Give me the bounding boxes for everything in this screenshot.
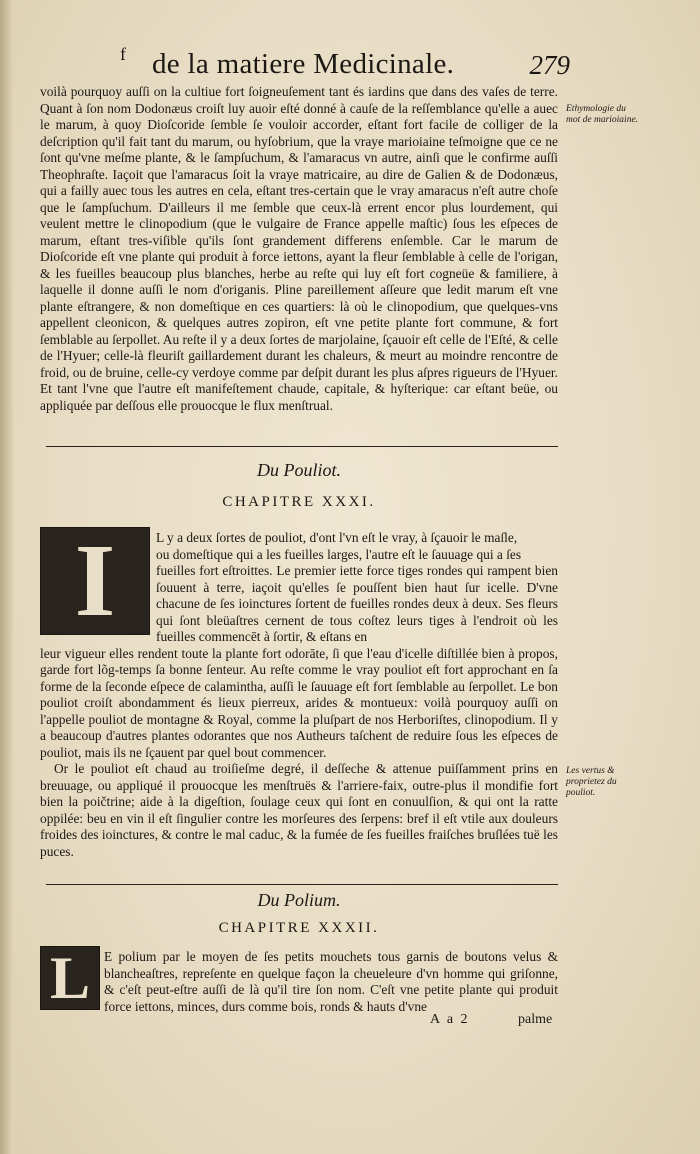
paragraph: voilà pourquoy auſſi on la cultiue fort ſoigneuſement tant és iardins que dans des vaſes de terre. Quant à ſon nom Dodonæus croiſt luy auoir eſté donné à cauſe de la reſſemblance qu'elle a auec le marum, à quoy Dioſcoride ſemble ſe vouloir accorder, eſtant fort facile de colliger de la deſcription qu'il fait tant du marum, ou hyſobrium, que la vraye marioiaine teſmoigne que ce ne ſont qu'vne meſme plante, & le ſampſuchum, & l'amaracus vn autre, ainſi que le confirme auſſi Theophraſte. Iaçoit que l'amaracus ſoit la vraye matricaire, au dire de Galien & de Dodonæus, qui a failly auec tous les autres en cela, eſtant tres-certain que le vray amaracus n'eſt autre choſe que le ſampſuchum. D'ailleurs il me ſemble que ceux-là errent encor plus lourdement, qui veulent mettre le clinopodium (que le vulgaire de France appelle maſtic) ſous les eſpeces de marum, eſtant tres-viſible qu'ils ſont grandement differens enſemble. Car le marum de Dioſcoride eſt vne plante qui produit à force iettons, ayant la fleur ſemblable à celle de l'origan, & les fueilles beaucoup plus blanches, herbe au reſte qui luy eſt fort cogneüe & familiere, à laquelle il donne auſſi le nom d'origanis. Pline pareillement aſſeure que ledit marum eſt vne plante eſtrangere, & non domeſtique en ces quartiers: là où le clinopodium, que quelques-vns appellent cleonicon, & quelques autres zopiron, eſt vne petite plante fort commune, & fort ſemblable au ſerpollet. Au reſte il y a deux ſortes de marjolaine, ſçauoir eſt celle de l'Eſté, & celle de l'Hyuer; celle-là fleuriſt gaillardement durant les chaleurs, & meurt au moindre rencontre de froid, ou de bruine, celle-cy verdoye comme par deſpit durant les plus aſpres rigueurs de l'Hyuer. Et tant l'vne que l'autre eſt manifeſtement chaude, capitale, & hyſterique: car eſtant beüe, ou appliquée par deſſous elle prouocque le flux menſtrual. — [40, 84, 558, 413]
page-number: 279 — [529, 50, 570, 80]
paragraph-line: fueilles fort eſtroittes. Le premier iette force tiges rondes qui rampent bien ſouuent à terre, iaçoit qu'elles ſe pouſſent bien haut ſur icelle. D'vne chacune de ſes ioinctures ſortent de fueilles rondes deux à deux. Ses fleurs qui ſont bleüaſtres cernent de tous coſtez leurs tiges à l'endroit où les fueilles commencēt à ſortir, & eſtans en — [156, 563, 558, 644]
page-gutter-shadow — [0, 0, 14, 1154]
paragraph: E polium par le moyen de ſes petits mouchets tous garnis de boutons velus & blancheaſtres, repreſente en quelque façon la cheueleure d'vn homme qui griſonne, & c'eſt peut-eſtre auſſi de là qu'il tire ſon nom. C'eſt vne petite plante qui produit force iettons, minces, durs comme bois, ronds & hauts d'vne — [104, 949, 558, 1014]
running-title: de la matiere Medicinale. — [152, 48, 455, 80]
signature-mark: A a 2 — [430, 1012, 470, 1027]
section-divider — [46, 884, 558, 885]
catchword: palme — [518, 1012, 553, 1027]
margin-note-vertus: Les vertus & proprietez du pouliot. — [566, 766, 617, 798]
dropcap-letter: L — [49, 946, 91, 1010]
margin-note-etymologie: Ethymologie du mot de marioiaine. — [566, 104, 639, 125]
section-title-pouliot: Du Pouliot. — [257, 460, 341, 480]
section-title-polium: Du Polium. — [257, 890, 341, 910]
text-block-pouliot — [40, 527, 558, 860]
text-block-polium — [40, 946, 558, 1015]
paragraph: leur vigueur elles rendent toute la plante fort odorāte, ſi que l'eau d'icelle diſtillée bien à propos, garde fort lõg-temps ſa bonne ſenteur. Au reſte comme le vray pouliot eſt fort approchant en ſa forme de la ſeconde eſpece de calamintha, auſſi le ſauuage eſt fort ſemblable au ſerpollet. Le bon pouliot croiſt abondamment és lieux pierreux, arides & montueux: voilà pourquoy auſſi on l'appelle pouliot de montagne & Royal, comme la pluſpart de nos Herboriſtes, clinopodium. Il y a beaucoup d'autres plantes odorantes que nos Autheurs taſchent de reduire ſous les eſpeces de pouliot, mais ils ne ſçauent par quel bout commencer. — [40, 645, 558, 760]
paragraph: Or le pouliot eſt chaud au troiſieſme degré, il deſſeche & attenue puiſſamment prins en breuuage, ou appliqué il prouocque les menſtruës & l'arriere-faix, outre-plus il mondifie fort bien la poičtrine; aide à la digeſtion, ſoulage ceux qui ſont en conuulſion, & qui ont la ratte oppilée: beu en vin il eſt ſingulier contre les morſeures des ſerpens: bref il eſt vtile aux douleurs froides des ioinctures, & contre le mal caduc, & la fumée de ſes fueilles fraiſches bruſlées tuë les puces. — [40, 761, 558, 859]
header-mark: f — [120, 44, 126, 64]
chapter-heading-xxxi: CHAPITRE XXXI. — [222, 494, 376, 510]
chapter-heading-xxxii: CHAPITRE XXXII. — [218, 920, 380, 936]
paragraph-line: L y a deux ſortes de pouliot, d'ont l'vn eſt le vray, à ſçauoir le maſle, — [156, 530, 518, 545]
dropcap-letter: I — [74, 527, 116, 635]
section-divider — [46, 446, 558, 447]
page-header — [120, 44, 570, 88]
paragraph-line: ou domeſtique qui a les fueilles larges, l'autre eſt le ſauuage qui a ſes — [156, 546, 522, 562]
text-block-marjolaine — [40, 84, 558, 414]
